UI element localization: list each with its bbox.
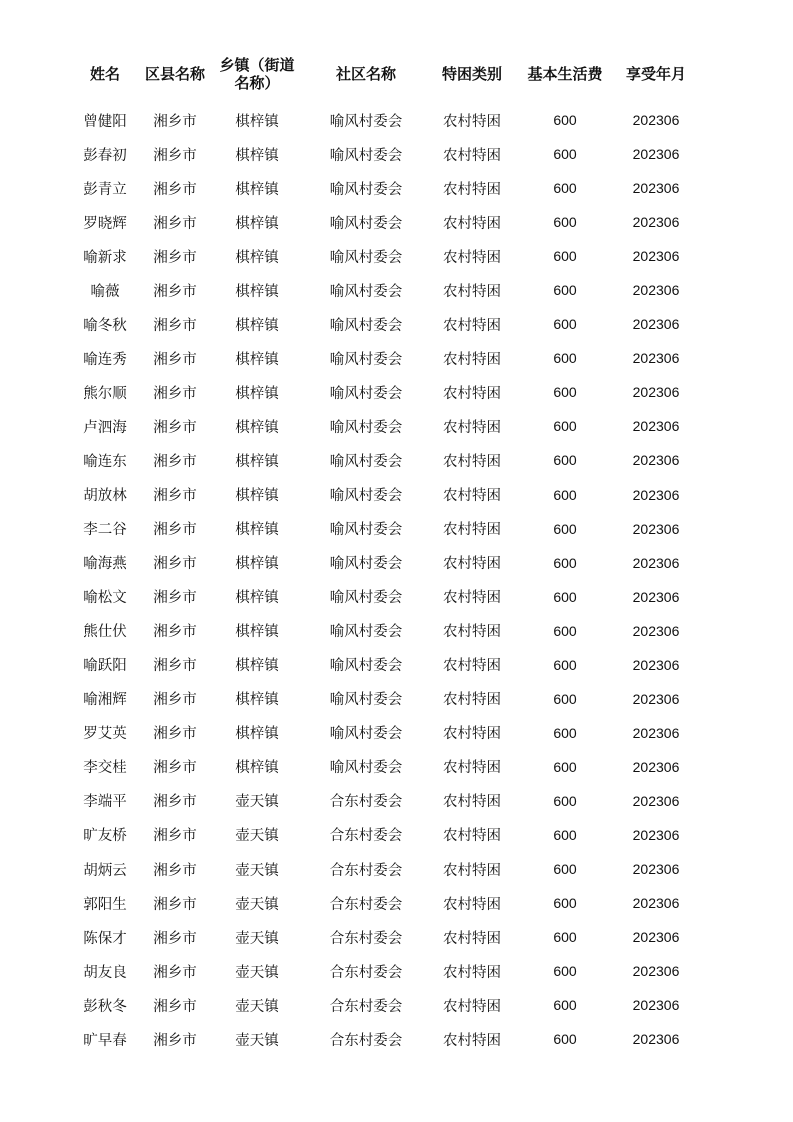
- cell-allowance: 600: [553, 997, 577, 1014]
- table-row: [0, 818, 793, 852]
- cell-category: 农村特困: [443, 317, 501, 334]
- cell-community: 喻风村委会: [329, 215, 403, 232]
- cell-township: 棋梓镇: [235, 590, 279, 607]
- table-header: [0, 52, 793, 96]
- cell-township: 棋梓镇: [235, 556, 279, 573]
- cell-township: 棋梓镇: [235, 692, 279, 709]
- cell-month: 202306: [632, 384, 680, 401]
- header-county: 区县名称: [144, 65, 205, 83]
- cell-county: 湘乡市: [153, 419, 197, 436]
- table-row: [0, 512, 793, 546]
- cell-name: 彭青立: [83, 181, 127, 198]
- cell-community: 合东村委会: [329, 794, 403, 811]
- cell-name: 旷早春: [83, 1032, 127, 1049]
- table-row: [0, 750, 793, 784]
- cell-community: 喻风村委会: [329, 385, 403, 402]
- cell-month: 202306: [632, 554, 680, 571]
- cell-community: 合东村委会: [329, 862, 403, 879]
- cell-category: 农村特困: [443, 113, 501, 130]
- cell-allowance: 600: [553, 792, 577, 809]
- cell-county: 湘乡市: [153, 862, 197, 879]
- cell-township: 棋梓镇: [235, 624, 279, 641]
- table-row: [0, 784, 793, 818]
- cell-name: 喻连东: [83, 453, 127, 470]
- cell-category: 农村特困: [443, 556, 501, 573]
- cell-county: 湘乡市: [153, 249, 197, 266]
- cell-township: 壶天镇: [235, 862, 279, 879]
- cell-category: 农村特困: [443, 692, 501, 709]
- cell-month: 202306: [632, 350, 680, 367]
- table-row: [0, 137, 793, 171]
- cell-name: 喻新求: [83, 249, 127, 266]
- table-row: [0, 239, 793, 273]
- cell-allowance: 600: [553, 861, 577, 878]
- cell-county: 湘乡市: [153, 794, 197, 811]
- cell-category: 农村特困: [443, 760, 501, 777]
- cell-month: 202306: [632, 452, 680, 469]
- cell-community: 喻风村委会: [329, 113, 403, 130]
- cell-allowance: 600: [553, 282, 577, 299]
- cell-month: 202306: [632, 861, 680, 878]
- cell-township: 棋梓镇: [235, 522, 279, 539]
- cell-month: 202306: [632, 180, 680, 197]
- table-row: [0, 886, 793, 920]
- cell-township: 棋梓镇: [235, 385, 279, 402]
- cell-allowance: 600: [553, 895, 577, 912]
- table-row: [0, 852, 793, 886]
- cell-county: 湘乡市: [153, 998, 197, 1015]
- cell-allowance: 600: [553, 248, 577, 265]
- cell-category: 农村特困: [443, 624, 501, 641]
- cell-allowance: 600: [553, 146, 577, 163]
- cell-allowance: 600: [553, 316, 577, 333]
- cell-allowance: 600: [553, 690, 577, 707]
- cell-township: 棋梓镇: [235, 147, 279, 164]
- cell-category: 农村特困: [443, 930, 501, 947]
- cell-name: 喻海燕: [83, 556, 127, 573]
- cell-community: 合东村委会: [329, 964, 403, 981]
- cell-category: 农村特困: [443, 998, 501, 1015]
- cell-community: 喻风村委会: [329, 351, 403, 368]
- cell-community: 喻风村委会: [329, 453, 403, 470]
- cell-month: 202306: [632, 656, 680, 673]
- cell-category: 农村特困: [443, 896, 501, 913]
- cell-category: 农村特困: [443, 828, 501, 845]
- cell-county: 湘乡市: [153, 624, 197, 641]
- cell-category: 农村特困: [443, 249, 501, 266]
- cell-township: 棋梓镇: [235, 760, 279, 777]
- header-community: 社区名称: [335, 65, 396, 83]
- cell-county: 湘乡市: [153, 828, 197, 845]
- cell-month: 202306: [632, 895, 680, 912]
- table-row: [0, 307, 793, 341]
- cell-community: 喻风村委会: [329, 181, 403, 198]
- cell-township: 棋梓镇: [235, 317, 279, 334]
- cell-month: 202306: [632, 214, 680, 231]
- table-row: [0, 273, 793, 307]
- cell-township: 棋梓镇: [235, 419, 279, 436]
- cell-community: 喻风村委会: [329, 317, 403, 334]
- cell-community: 喻风村委会: [329, 624, 403, 641]
- cell-allowance: 600: [553, 418, 577, 435]
- cell-name: 陈保才: [83, 930, 127, 947]
- cell-month: 202306: [632, 929, 680, 946]
- cell-category: 农村特困: [443, 147, 501, 164]
- cell-name: 李交桂: [83, 760, 127, 777]
- cell-community: 合东村委会: [329, 1032, 403, 1049]
- cell-allowance: 600: [553, 622, 577, 639]
- cell-category: 农村特困: [443, 658, 501, 675]
- cell-county: 湘乡市: [153, 522, 197, 539]
- cell-county: 湘乡市: [153, 692, 197, 709]
- cell-month: 202306: [632, 690, 680, 707]
- cell-community: 合东村委会: [329, 998, 403, 1015]
- cell-township: 壶天镇: [235, 794, 279, 811]
- table-row: [0, 614, 793, 648]
- cell-township: 棋梓镇: [235, 488, 279, 505]
- header-name: 姓名: [89, 65, 120, 83]
- table-row: [0, 409, 793, 443]
- cell-allowance: 600: [553, 214, 577, 231]
- cell-allowance: 600: [553, 384, 577, 401]
- cell-month: 202306: [632, 146, 680, 163]
- cell-allowance: 600: [553, 724, 577, 741]
- cell-category: 农村特困: [443, 522, 501, 539]
- cell-county: 湘乡市: [153, 1032, 197, 1049]
- cell-category: 农村特困: [443, 215, 501, 232]
- cell-allowance: 600: [553, 452, 577, 469]
- cell-county: 湘乡市: [153, 113, 197, 130]
- cell-allowance: 600: [553, 929, 577, 946]
- cell-township: 棋梓镇: [235, 113, 279, 130]
- cell-allowance: 600: [553, 112, 577, 128]
- cell-township: 棋梓镇: [235, 215, 279, 232]
- cell-community: 喻风村委会: [329, 419, 403, 436]
- cell-name: 喻松文: [83, 590, 127, 607]
- cell-category: 农村特困: [443, 419, 501, 436]
- table-row: [0, 988, 793, 1022]
- cell-community: 喻风村委会: [329, 590, 403, 607]
- cell-community: 喻风村委会: [329, 488, 403, 505]
- cell-allowance: 600: [553, 486, 577, 503]
- cell-month: 202306: [632, 520, 680, 537]
- cell-county: 湘乡市: [153, 147, 197, 164]
- table-row: [0, 648, 793, 682]
- cell-month: 202306: [632, 963, 680, 980]
- cell-township: 棋梓镇: [235, 453, 279, 470]
- cell-community: 喻风村委会: [329, 522, 403, 539]
- cell-county: 湘乡市: [153, 590, 197, 607]
- cell-allowance: 600: [553, 656, 577, 673]
- cell-category: 农村特困: [443, 1032, 501, 1049]
- cell-name: 曾健阳: [83, 113, 127, 130]
- table-body: [0, 103, 793, 1056]
- cell-township: 棋梓镇: [235, 249, 279, 266]
- cell-name: 胡友良: [83, 964, 127, 981]
- table-row: [0, 1022, 793, 1056]
- cell-name: 李端平: [83, 794, 127, 811]
- header-start-month: 享受年月: [625, 65, 686, 83]
- cell-month: 202306: [632, 792, 680, 809]
- cell-township: 壶天镇: [235, 828, 279, 845]
- cell-county: 湘乡市: [153, 760, 197, 777]
- cell-month: 202306: [632, 418, 680, 435]
- cell-category: 农村特困: [443, 283, 501, 300]
- table-row: [0, 205, 793, 239]
- table-row: [0, 682, 793, 716]
- table-row: [0, 103, 793, 137]
- cell-category: 农村特困: [443, 794, 501, 811]
- header-township: 乡镇（街道 名称）: [219, 56, 295, 92]
- cell-name: 喻薇: [90, 283, 120, 300]
- cell-county: 湘乡市: [153, 896, 197, 913]
- cell-township: 壶天镇: [235, 998, 279, 1015]
- table-row: [0, 478, 793, 512]
- cell-month: 202306: [632, 826, 680, 843]
- cell-allowance: 600: [553, 520, 577, 537]
- cell-name: 胡炳云: [83, 862, 127, 879]
- cell-allowance: 600: [553, 554, 577, 571]
- cell-name: 罗艾英: [83, 726, 127, 743]
- cell-month: 202306: [632, 724, 680, 741]
- cell-community: 喻风村委会: [329, 249, 403, 266]
- cell-name: 罗晓辉: [83, 215, 127, 232]
- cell-county: 湘乡市: [153, 215, 197, 232]
- header-living-allowance: 基本生活费: [527, 65, 603, 83]
- cell-category: 农村特困: [443, 590, 501, 607]
- cell-county: 湘乡市: [153, 453, 197, 470]
- cell-community: 合东村委会: [329, 896, 403, 913]
- cell-community: 合东村委会: [329, 828, 403, 845]
- cell-name: 喻跃阳: [83, 658, 127, 675]
- table-row: [0, 580, 793, 614]
- cell-community: 合东村委会: [329, 930, 403, 947]
- table-row: [0, 171, 793, 205]
- cell-month: 202306: [632, 486, 680, 503]
- cell-month: 202306: [632, 282, 680, 299]
- cell-community: 喻风村委会: [329, 147, 403, 164]
- cell-name: 喻冬秋: [83, 317, 127, 334]
- cell-name: 喻湘辉: [83, 692, 127, 709]
- cell-allowance: 600: [553, 963, 577, 980]
- cell-township: 棋梓镇: [235, 181, 279, 198]
- cell-county: 湘乡市: [153, 556, 197, 573]
- cell-allowance: 600: [553, 758, 577, 775]
- cell-category: 农村特困: [443, 964, 501, 981]
- table-row: [0, 443, 793, 477]
- cell-township: 壶天镇: [235, 896, 279, 913]
- cell-month: 202306: [632, 112, 680, 128]
- cell-allowance: 600: [553, 180, 577, 197]
- cell-township: 棋梓镇: [235, 726, 279, 743]
- cell-name: 李二谷: [83, 522, 127, 539]
- cell-county: 湘乡市: [153, 488, 197, 505]
- cell-name: 彭秋冬: [83, 998, 127, 1015]
- cell-township: 棋梓镇: [235, 658, 279, 675]
- cell-county: 湘乡市: [153, 283, 197, 300]
- table-row: [0, 375, 793, 409]
- cell-name: 熊仕伏: [83, 624, 127, 641]
- table-row: [0, 920, 793, 954]
- cell-township: 棋梓镇: [235, 351, 279, 368]
- cell-category: 农村特困: [443, 351, 501, 368]
- cell-county: 湘乡市: [153, 658, 197, 675]
- cell-community: 喻风村委会: [329, 760, 403, 777]
- cell-name: 彭春初: [83, 147, 127, 164]
- cell-county: 湘乡市: [153, 351, 197, 368]
- cell-community: 喻风村委会: [329, 692, 403, 709]
- cell-allowance: 600: [553, 826, 577, 843]
- cell-county: 湘乡市: [153, 317, 197, 334]
- cell-category: 农村特困: [443, 862, 501, 879]
- cell-name: 熊尔顺: [83, 385, 127, 402]
- cell-county: 湘乡市: [153, 181, 197, 198]
- cell-category: 农村特困: [443, 181, 501, 198]
- cell-category: 农村特困: [443, 488, 501, 505]
- cell-month: 202306: [632, 588, 680, 605]
- cell-community: 喻风村委会: [329, 658, 403, 675]
- cell-month: 202306: [632, 248, 680, 265]
- cell-township: 壶天镇: [235, 930, 279, 947]
- cell-township: 壶天镇: [235, 964, 279, 981]
- cell-month: 202306: [632, 316, 680, 333]
- cell-month: 202306: [632, 997, 680, 1014]
- table-row: [0, 341, 793, 375]
- cell-name: 喻连秀: [83, 351, 127, 368]
- cell-community: 喻风村委会: [329, 556, 403, 573]
- cell-category: 农村特困: [443, 726, 501, 743]
- cell-county: 湘乡市: [153, 930, 197, 947]
- cell-category: 农村特困: [443, 385, 501, 402]
- cell-county: 湘乡市: [153, 726, 197, 743]
- cell-allowance: 600: [553, 350, 577, 367]
- cell-community: 喻风村委会: [329, 726, 403, 743]
- header-category: 特困类别: [441, 65, 502, 83]
- cell-township: 棋梓镇: [235, 283, 279, 300]
- cell-community: 喻风村委会: [329, 283, 403, 300]
- cell-township: 壶天镇: [235, 1032, 279, 1049]
- cell-allowance: 600: [553, 1031, 577, 1048]
- cell-category: 农村特困: [443, 453, 501, 470]
- cell-name: 旷友桥: [83, 828, 127, 845]
- cell-name: 郭阳生: [83, 896, 127, 913]
- cell-month: 202306: [632, 1031, 680, 1048]
- cell-name: 胡放林: [83, 488, 127, 505]
- cell-allowance: 600: [553, 588, 577, 605]
- cell-county: 湘乡市: [153, 385, 197, 402]
- table-row: [0, 954, 793, 988]
- cell-county: 湘乡市: [153, 964, 197, 981]
- table-row: [0, 546, 793, 580]
- table-row: [0, 716, 793, 750]
- cell-name: 卢泗海: [83, 419, 127, 436]
- cell-month: 202306: [632, 758, 680, 775]
- cell-month: 202306: [632, 622, 680, 639]
